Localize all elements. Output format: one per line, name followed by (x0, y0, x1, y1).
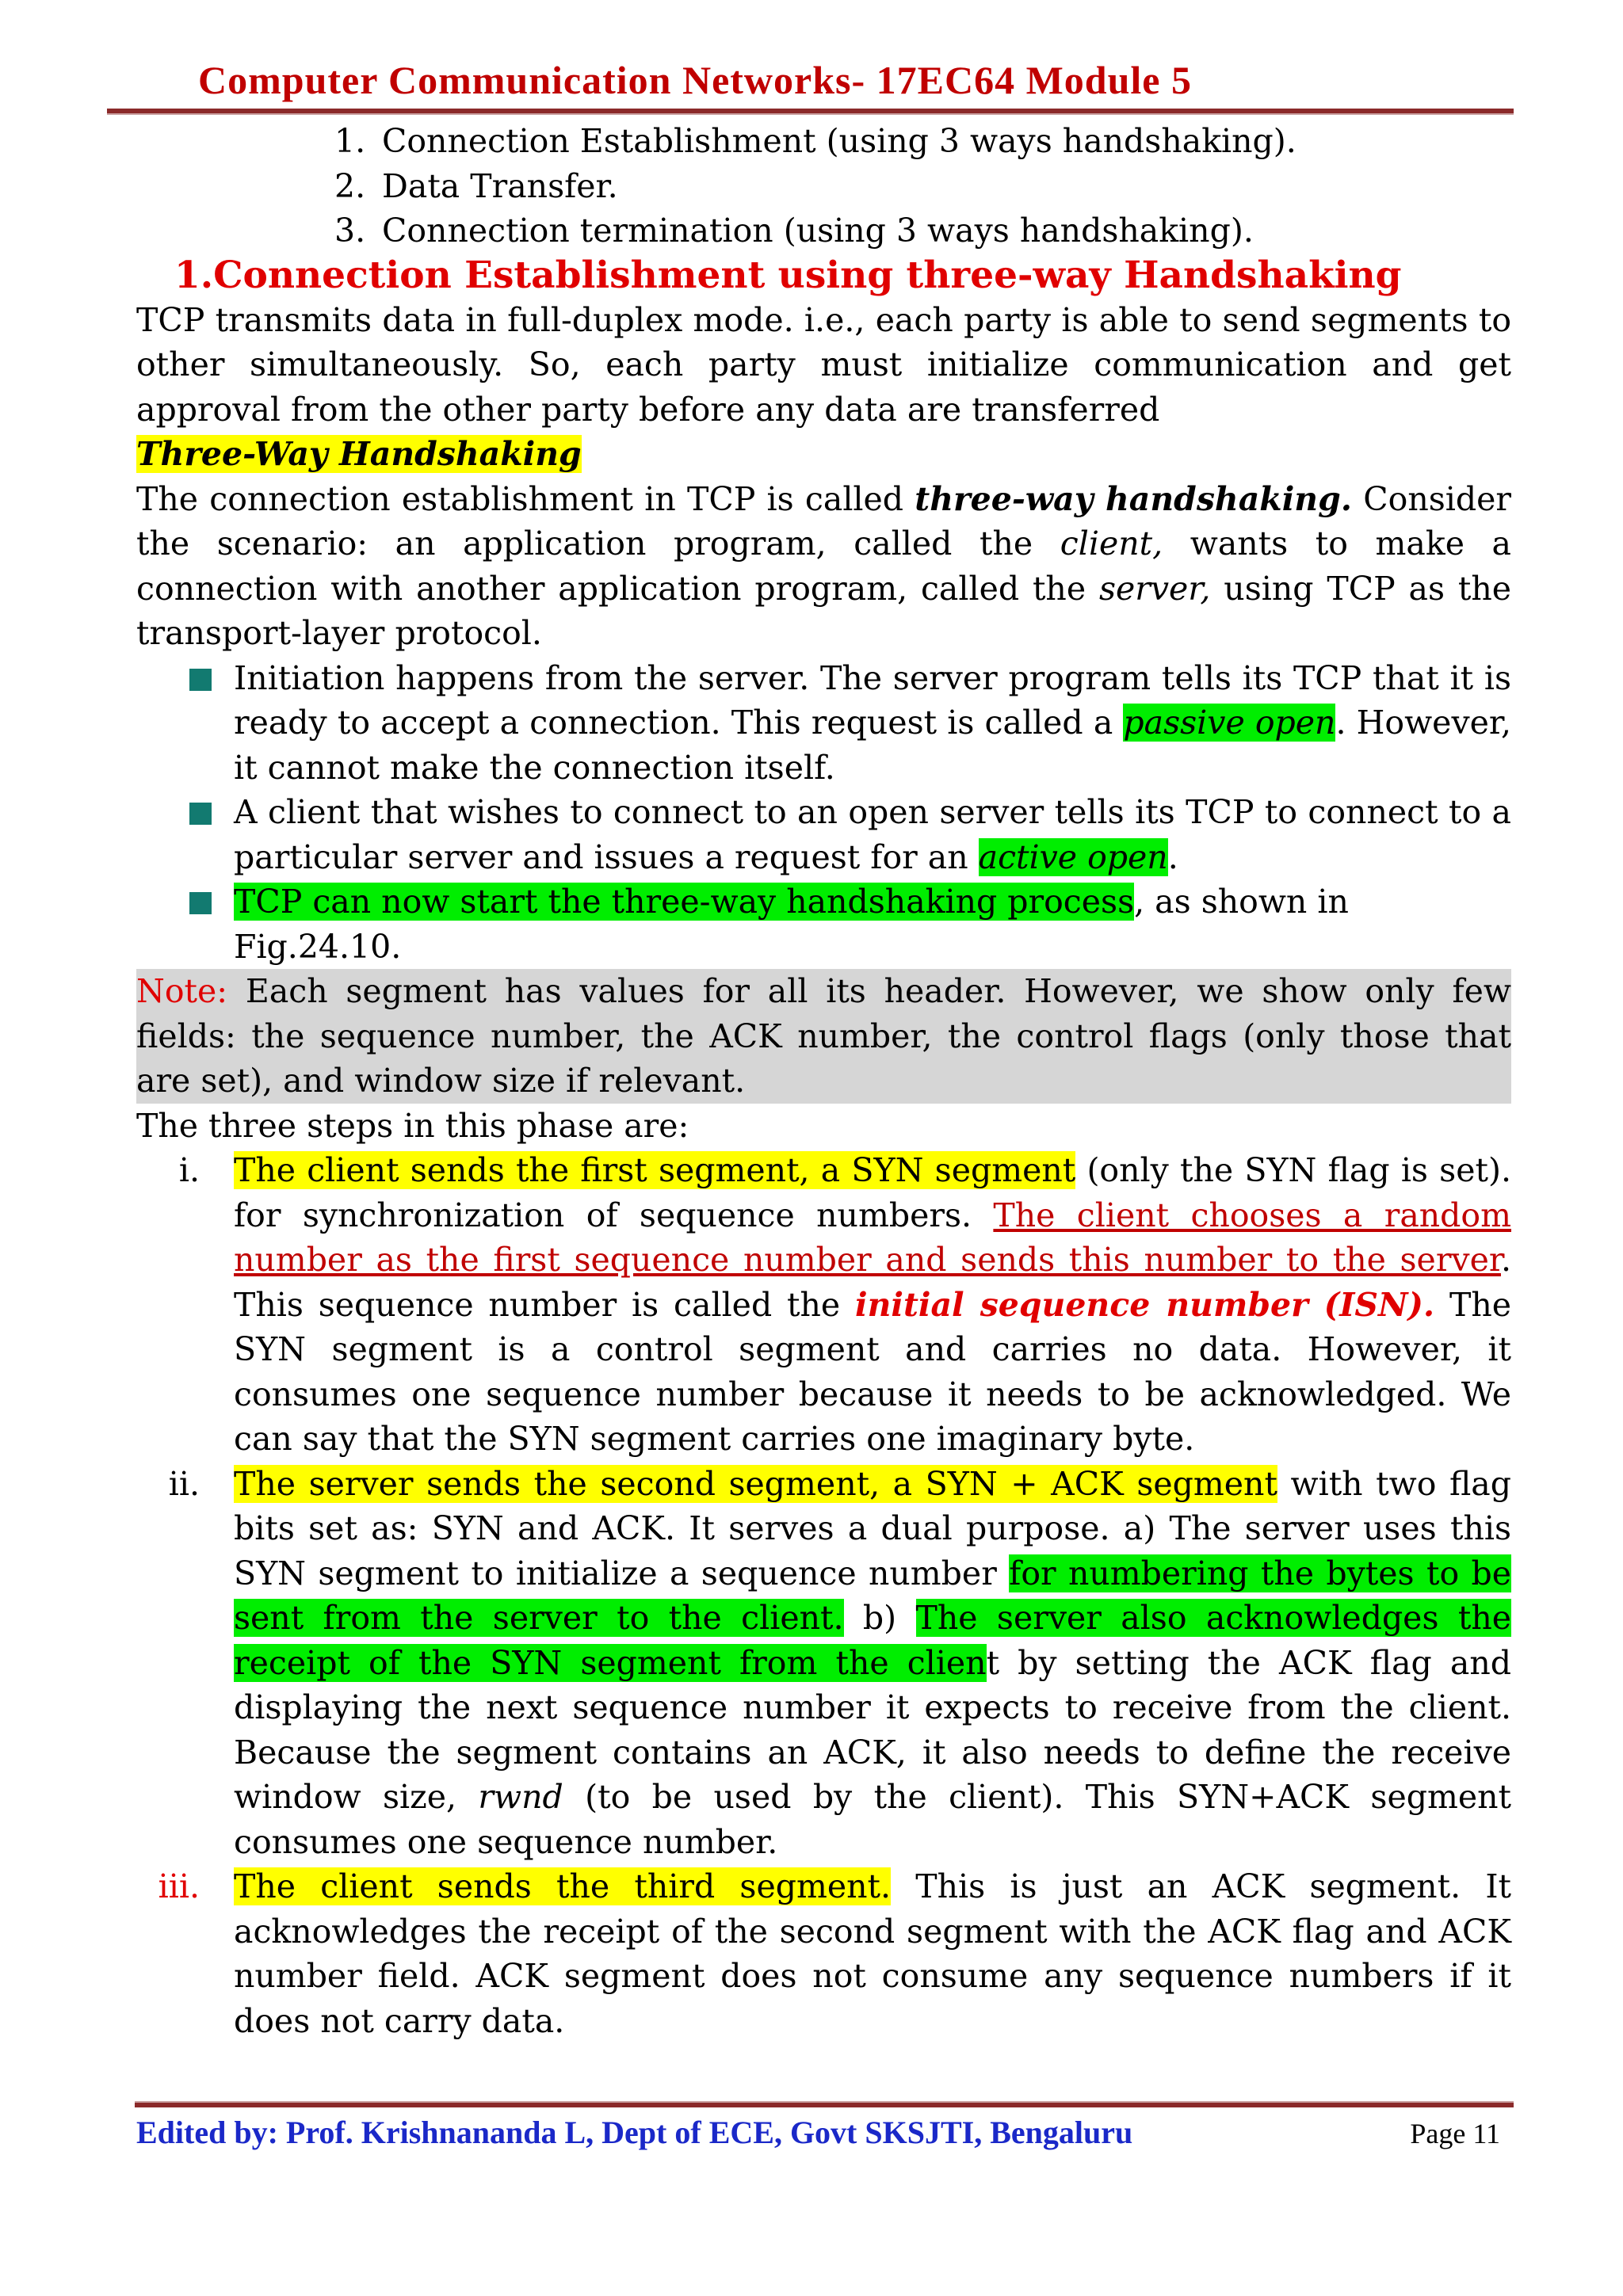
step-item: i. The client sends the first segment, a SYN segment (only the SYN flag is set). for synchronization of sequence numbers. The client chooses a random number as the first sequence number and sends this number to the server. This sequence number is called the initial sequence number (ISN). The SYN segment is a control segment and carries no data. However, it consumes one sequence number because it needs to be acknowledged. We can say that the SYN segment carries one imaginary byte. (178, 1151, 1511, 1458)
handshake-paragraph: The connection establishment in TCP is called three-way handshaking. Consider the scenario: an application program, called the client, wants to make a connection with another application program, called the server, using TCP as the transport-layer protocol. (136, 479, 1512, 652)
steps-list (136, 1148, 1511, 2043)
step-item: ii. The server sends the second segment, a SYN + ACK segment with two flag bits set as: SYN and ACK. It serves a dual purpose. a) The server uses this SYN segment to initialize a sequence number for numbering the bytes to be sent from the server to the client. b) The server also acknowledges the receipt of the SYN segment from the client by setting the ACK flag and displaying the next sequence number it expects to receive from the client. Because the segment contains an ACK, it also needs to define the receive window size, rwnd (to be used by the client). This SYN+ACK segment consumes one sequence number. (168, 1464, 1512, 1861)
page-number: Page 11 (1410, 2118, 1500, 2149)
square-bullet-icon (189, 669, 212, 691)
intro-paragraph: TCP transmits data in full-duplex mode. i.e., each party is able to send segments to other simultaneously. So, each party must initialize communication and get approval from the other party before any data are transferred (136, 300, 1511, 429)
steps-intro: The three steps in this phase are: (136, 1106, 689, 1145)
phase-item: 3. Connection termination (using 3 ways handshaking). (334, 212, 1254, 250)
phase-item: 2. Data Transfer. (334, 166, 618, 205)
footer-credit: Edited by: Prof. Krishnananda L, Dept of ECE, Govt SKSJTI, Bengaluru (136, 2115, 1133, 2150)
header-rule (107, 109, 1514, 115)
page-content (136, 119, 1511, 2043)
note-block: Note: Each segment has values for all its header. However, we show only few fields: the sequence number, the ACK number, the control flags (only those that are set), and window size if relevant. (136, 969, 1511, 1104)
phase-item: 1. Connection Establishment (using 3 ways handshaking). (334, 122, 1296, 160)
square-bullet-icon (189, 892, 212, 914)
phase-list (136, 119, 1511, 254)
bullet-list (136, 656, 1511, 970)
note-label: Note: (136, 972, 228, 1010)
page-header-title: Computer Communication Networks- 17EC64 Module 5 (198, 58, 1192, 102)
section-title: 1.Connection Establishment using three-way Handshaking (174, 253, 1402, 297)
subheading: Three-Way Handshaking (136, 435, 582, 473)
step-item: iii. The client sends the third segment. This is just an ACK segment. It acknowledges the receipt of the second segment with the ACK flag and ACK number field. ACK segment does not consume any sequence numbers if it does not carry data. (158, 1867, 1511, 2040)
bullet-item: Initiation happens from the server. The server program tells its TCP that it is ready to accept a connection. This request is called a passive open. However, it cannot make the connection itself. (234, 656, 1511, 791)
footer-rule (135, 2101, 1514, 2107)
bullet-item: A client that wishes to connect to an open server tells its TCP to connect to a particular server and issues a request for an active open. (234, 790, 1511, 879)
bullet-item: TCP can now start the three-way handshaking process, as shown in Fig.24.10. (234, 879, 1511, 969)
square-bullet-icon (189, 803, 212, 825)
